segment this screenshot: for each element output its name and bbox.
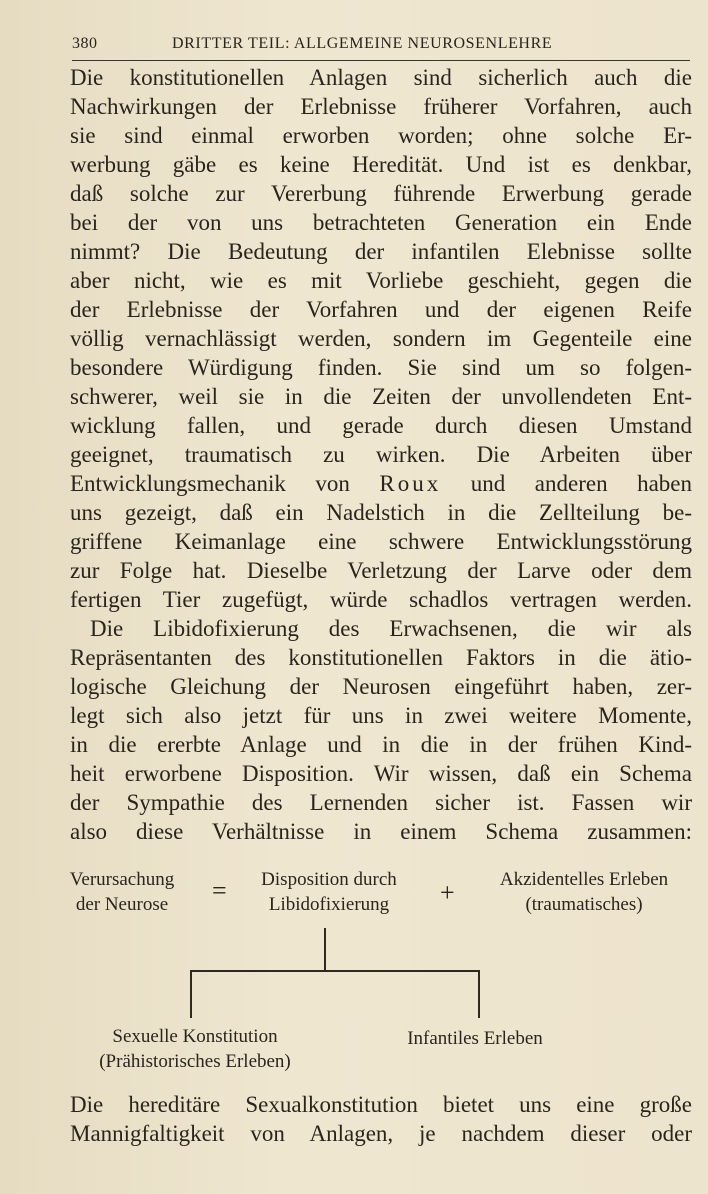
diagram-accidental-line2: (traumatisches) <box>525 894 643 915</box>
text-line: völlig vernachlässigt werden, sondern im Gegenteile eine <box>70 326 692 351</box>
text-line: schwerer, weil sie in die Zeiten der unvollendeten Ent- <box>70 384 692 409</box>
page-number: 380 <box>72 35 98 52</box>
text-line: wicklung fallen, und gerade durch diesen Umstand <box>70 413 692 438</box>
diagram-accidental-line1: Akzidentelles Erleben <box>499 869 669 890</box>
diagram-sexual-constitution <box>60 1024 330 1074</box>
diagram-accidental <box>474 867 694 917</box>
running-head: DRITTER TEIL: ALLGEMEINE NEUROSENLEHRE <box>172 35 553 52</box>
text-line: sie sind einmal erworben worden; ohne solche Er- <box>70 123 692 148</box>
text-line: legt sich also jetzt für uns in zwei weitere Momente, <box>70 703 692 728</box>
diagram-sexual-line1: Sexuelle Konstitution <box>112 1026 278 1047</box>
diagram-cause <box>42 867 202 917</box>
text-line: geeignet, traumatisch zu wirken. Die Arbeiten über <box>70 442 692 467</box>
diagram-infantile: Infantiles Erleben <box>407 1028 543 1049</box>
diagram-disposition-line1: Disposition durch <box>261 869 397 890</box>
page-header <box>72 30 690 61</box>
text-line: uns gezeigt, daß ein Nadelstich in die Zellteilung be- <box>70 500 692 525</box>
diagram-disposition-line2: Libidofixierung <box>268 894 390 915</box>
text-line: nimmt? Die Bedeutung der infantilen Elebnisse sollte <box>70 239 692 264</box>
text-line: also diese Verhältnisse in einem Schema zusammen: <box>70 819 692 844</box>
text-line: daß solche zur Vererbung führende Erwerbung gerade <box>70 181 692 206</box>
text-line: aber nicht, wie es mit Vorliebe geschieht, gegen die <box>70 268 692 293</box>
diagram-right-branch <box>478 970 480 1018</box>
diagram-left-branch <box>190 970 192 1018</box>
text-line: besondere Würdigung finden. Sie sind um so folgen- <box>70 355 692 380</box>
diagram-branch-line <box>190 970 480 972</box>
text-line: fertigen Tier zugefügt, würde schadlos vertragen werden. <box>70 587 692 612</box>
diagram-disposition <box>236 867 422 917</box>
plus-sign: + <box>440 878 455 907</box>
text-line: in die ererbte Anlage und in die in der frühen Kind- <box>70 732 692 757</box>
diagram-sexual-line2: (Prähistorisches Erleben) <box>99 1051 291 1072</box>
text-line: Die hereditäre Sexualkonstitution bietet uns eine große <box>70 1092 692 1117</box>
text-line: Nachwirkungen der Erlebnisse früherer Vorfahren, auch <box>70 94 692 119</box>
equals-sign: = <box>212 876 227 905</box>
diagram-cause-line2: der Neurose <box>75 894 169 915</box>
text-line: Die konstitutionellen Anlagen sind sicherlich auch die <box>70 65 692 90</box>
author-name-roux: Roux <box>379 471 442 496</box>
text-line: Repräsentanten des konstitutionellen Faktors in die ätio- <box>70 645 692 670</box>
text-line: Die Libidofixierung des Erwachsenen, die wir als <box>90 616 692 641</box>
text-line: griffene Keimanlage eine schwere Entwicklungsstörung <box>70 529 692 554</box>
text-segment: und anderen haben <box>441 471 692 496</box>
text-line: der Sympathie des Lernenden sicher ist. Fassen wir <box>70 790 692 815</box>
text-line <box>70 469 692 498</box>
text-line: heit erworbene Disposition. Wir wissen, daß ein Schema <box>70 761 692 786</box>
text-line: der Erlebnisse der Vorfahren und der eigenen Reife <box>70 297 692 322</box>
diagram-cause-line1: Verursachung <box>69 869 175 890</box>
text-line: Mannigfaltigkeit von Anlagen, je nachdem dieser oder <box>70 1121 692 1146</box>
text-line: logische Gleichung der Neurosen eingeführt haben, zer- <box>70 674 692 699</box>
text-line: bei der von uns betrachteten Generation ein Ende <box>70 210 692 235</box>
diagram-stem-line <box>324 928 326 970</box>
text-segment: Entwicklungsmechanik von <box>70 471 380 496</box>
text-line: werbung gäbe es keine Heredität. Und ist es denkbar, <box>70 152 692 177</box>
text-line: zur Folge hat. Dieselbe Verletzung der Larve oder dem <box>70 558 692 583</box>
